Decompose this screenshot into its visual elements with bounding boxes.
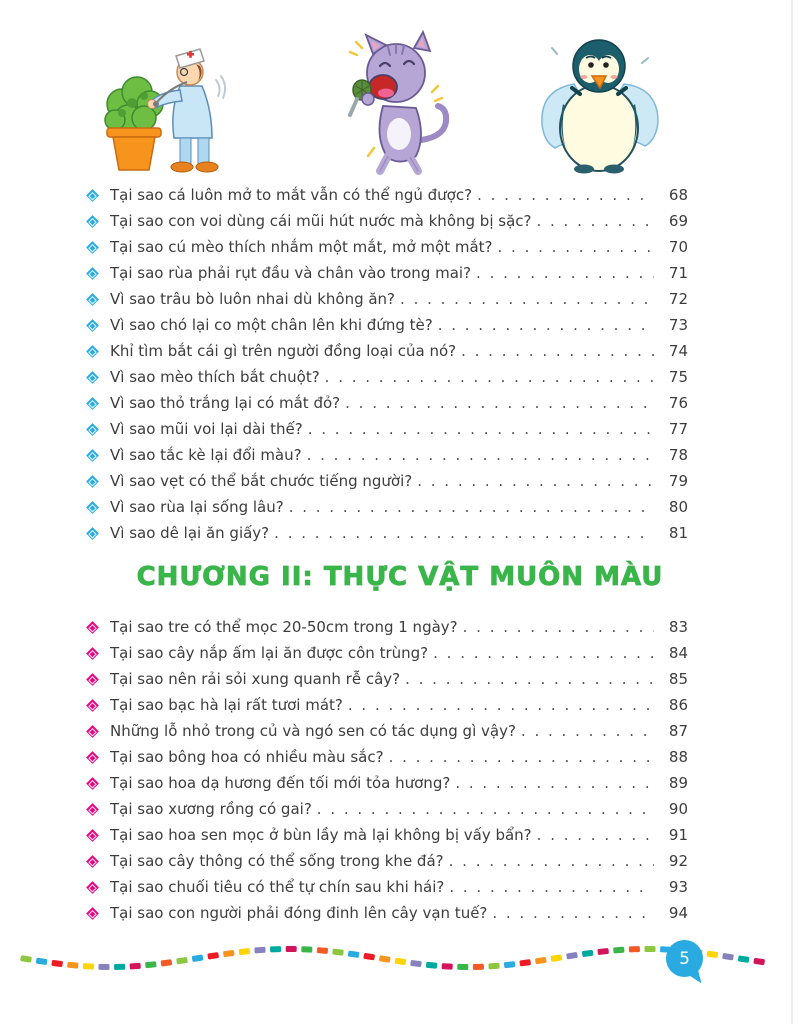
dot-leader [428,644,654,662]
table-row [88,316,688,342]
diamond-bullet-icon [86,345,99,358]
toc-entry-title: Tại sao cây thông có thể sống trong khe đá? [110,852,444,870]
table-row [88,852,688,878]
toc-entry-page: 80 [668,498,688,516]
table-row [88,774,688,800]
diamond-bullet-icon [86,829,99,842]
singing-cat-illustration [326,28,466,178]
toc-entry-title: Vì sao rùa lại sống lâu? [110,498,284,516]
toc-entry-title: Khỉ tìm bắt cái gì trên người đồng loại của nó? [110,342,457,360]
toc-entry-title: Tại sao tre có thể mọc 20-50cm trong 1 ngày? [110,618,458,636]
toc-entry-page: 94 [668,904,688,922]
toc-entry-page: 70 [668,238,688,256]
toc-section-animals [88,186,688,550]
toc-entry-page: 73 [668,316,688,334]
table-row [88,264,688,290]
diamond-bullet-icon [86,371,99,384]
table-row [88,186,688,212]
toc-entry-title: Những lỗ nhỏ trong củ và ngó sen có tác dụng gì vậy? [110,722,516,740]
toc-entry-title: Vì sao vẹt có thể bắt chước tiếng người? [110,472,413,490]
diamond-bullet-icon [86,241,99,254]
diamond-bullet-icon [86,267,99,280]
toc-entry-page: 77 [668,420,688,438]
diamond-bullet-icon [86,855,99,868]
dot-leader [412,472,654,490]
dot-leader [433,316,654,334]
toc-entry-title: Tại sao rùa phải rụt đầu và chân vào trong mai? [110,264,472,282]
toc-entry-page: 86 [668,696,688,714]
dot-leader [312,800,654,818]
toc-entry-title: Tại sao cú mèo thích nhắm một mắt, mở một mắt? [110,238,493,256]
toc-entry-title: Vì sao tắc kè lại đổi màu? [110,446,302,464]
diamond-bullet-icon [86,699,99,712]
table-row [88,238,688,264]
toc-entry-page: 83 [668,618,688,636]
table-row [88,342,688,368]
toc-entry-page: 79 [668,472,688,490]
dot-leader [493,238,654,256]
toc-section-plants [88,618,688,930]
dot-leader [284,498,654,516]
table-row [88,826,688,852]
dot-leader [395,290,654,308]
table-row [88,644,688,670]
dot-leader [320,368,654,386]
table-row [88,368,688,394]
table-row [88,748,688,774]
diamond-bullet-icon [86,215,99,228]
toc-entry-title: Tại sao bông hoa có nhiều màu sắc? [110,748,384,766]
table-row [88,878,688,904]
toc-entry-title: Vì sao chó lại co một chân lên khi đứng tè? [110,316,433,334]
toc-entry-title: Tại sao chuối tiêu có thể tự chín sau khi hái? [110,878,445,896]
diamond-bullet-icon [86,803,99,816]
dot-leader [450,774,654,792]
dot-leader [471,264,654,282]
diamond-bullet-icon [86,881,99,894]
dot-leader [531,212,654,230]
table-row [88,420,688,446]
table-row [88,696,688,722]
dot-leader [340,394,654,412]
diamond-bullet-icon [86,621,99,634]
table-row [88,524,688,550]
toc-entry-page: 91 [668,826,688,844]
toc-entry-page: 84 [668,644,688,662]
table-row [88,290,688,316]
diamond-bullet-icon [86,527,99,540]
table-row [88,800,688,826]
toc-entry-page: 85 [668,670,688,688]
diamond-bullet-icon [86,475,99,488]
diamond-bullet-icon [86,777,99,790]
toc-entry-page: 90 [668,800,688,818]
dot-leader [532,826,654,844]
toc-entry-page: 71 [668,264,688,282]
toc-entry-title: Tại sao con người phải đóng đinh lên cây vạn tuế? [110,904,488,922]
table-row [88,670,688,696]
toc-entry-page: 75 [668,368,688,386]
table-row [88,472,688,498]
toc-entry-title: Vì sao trâu bò luôn nhai dù không ăn? [110,290,396,308]
diamond-bullet-icon [86,319,99,332]
doctor-plant-illustration [92,28,242,178]
toc-entry-title: Tại sao xương rồng có gai? [110,800,312,818]
diamond-bullet-icon [86,907,99,920]
toc-entry-page: 69 [668,212,688,230]
diamond-bullet-icon [86,397,99,410]
toc-entry-title: Tại sao hoa dạ hương đến tối mới tỏa hương? [110,774,451,792]
diamond-bullet-icon [86,725,99,738]
page-number-bubble [666,940,703,977]
table-row [88,446,688,472]
diamond-bullet-icon [86,293,99,306]
table-row [88,212,688,238]
dot-leader [472,186,654,204]
table-row [88,394,688,420]
toc-entry-page: 68 [668,186,688,204]
toc-entry-title: Tại sao hoa sen mọc ở bùn lầy mà lại không bị vấy bẩn? [110,826,532,844]
dot-leader [343,696,654,714]
table-row [88,498,688,524]
diamond-bullet-icon [86,501,99,514]
table-row [88,618,688,644]
toc-entry-title: Vì sao mũi voi lại dài thế? [110,420,303,438]
diamond-bullet-icon [86,673,99,686]
chapter-heading: CHƯƠNG II: THỰC VẬT MUÔN MÀU [136,562,664,592]
dot-leader [269,524,654,542]
dot-leader [516,722,654,740]
toc-entry-title: Vì sao mèo thích bắt chuột? [110,368,320,386]
dot-leader [456,342,654,360]
toc-entry-page: 88 [668,748,688,766]
dot-leader [302,446,654,464]
diamond-bullet-icon [86,189,99,202]
toc-entry-title: Tại sao cây nắp ấm lại ăn được côn trùng? [110,644,429,662]
toc-entry-page: 72 [668,290,688,308]
dot-leader [444,878,654,896]
dot-leader [444,852,654,870]
dot-leader [400,670,654,688]
toc-entry-page: 81 [668,524,688,542]
toc-entry-title: Tại sao bạc hà lại rất tươi mát? [110,696,343,714]
dot-leader [303,420,654,438]
page-number: 5 [679,948,690,969]
toc-entry-title: Vì sao thỏ trắng lại có mắt đỏ? [110,394,341,412]
diamond-bullet-icon [86,423,99,436]
dot-leader [458,618,654,636]
diamond-bullet-icon [86,647,99,660]
toc-entry-title: Vì sao dê lại ăn giấy? [110,524,270,542]
toc-entry-title: Tại sao cá luôn mở to mắt vẫn có thể ngủ được? [110,186,473,204]
diamond-bullet-icon [86,751,99,764]
toc-entry-page: 87 [668,722,688,740]
table-row [88,722,688,748]
penguin-illustration [532,28,668,178]
toc-entry-page: 89 [668,774,688,792]
toc-entry-page: 74 [668,342,688,360]
illustration-row [0,28,800,180]
toc-entry-page: 78 [668,446,688,464]
toc-entry-page: 93 [668,878,688,896]
dot-leader [384,748,654,766]
toc-entry-title: Tại sao con voi dùng cái mũi hút nước mà không bị sặc? [110,212,532,230]
toc-entry-page: 76 [668,394,688,412]
diamond-bullet-icon [86,449,99,462]
toc-entry-page: 92 [668,852,688,870]
toc-entry-title: Tại sao nên rải sỏi xung quanh rễ cây? [110,670,401,688]
